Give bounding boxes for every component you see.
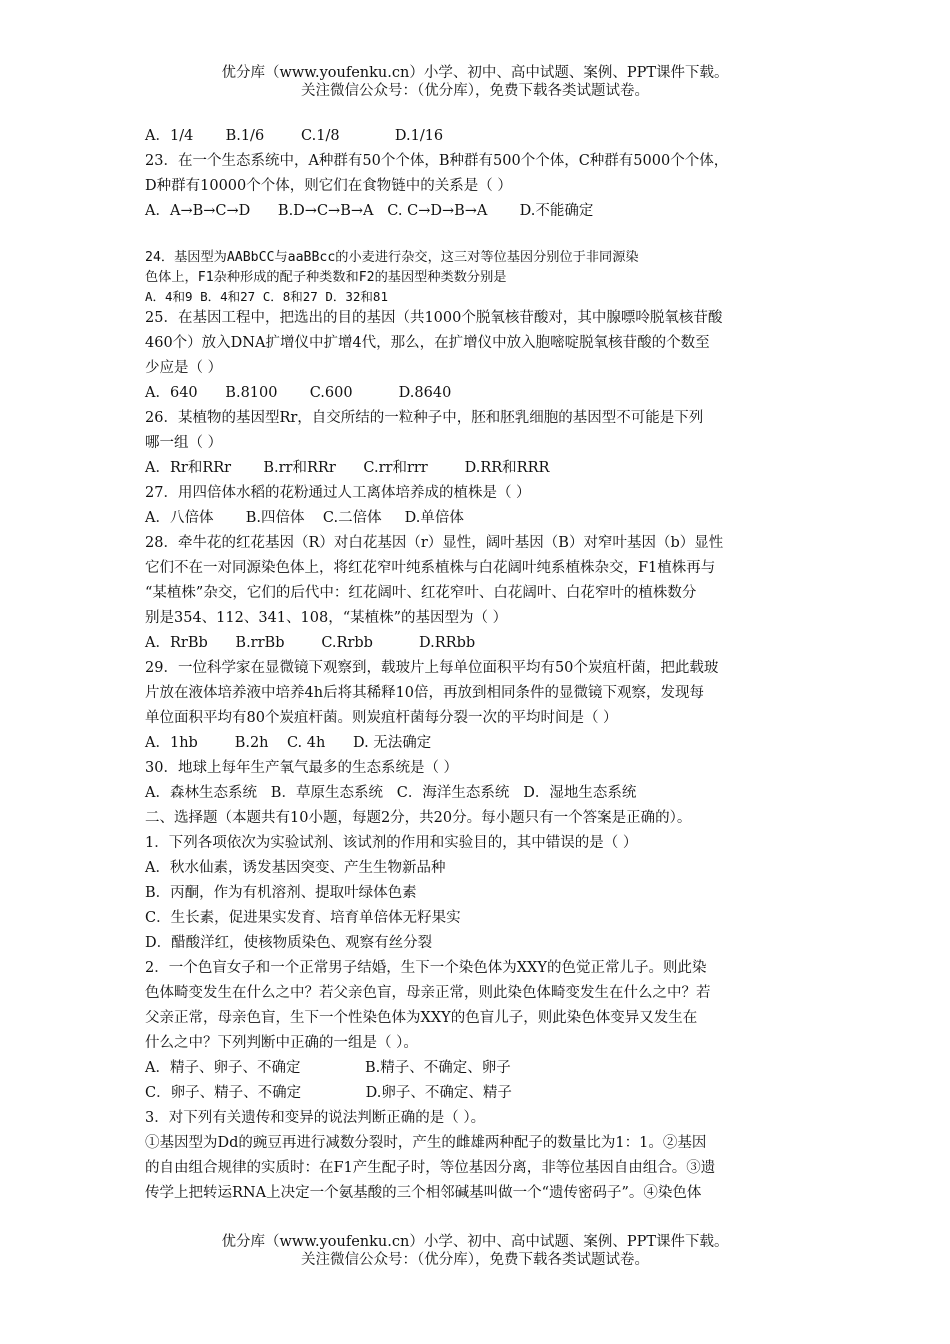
q30-line-1: 30．地球上每年生产氧气最多的生态系统是（ ）: [145, 760, 459, 776]
s2q2-options-cd: C．卵子、精子、不确定 D.卵子、不确定、精子: [145, 1085, 512, 1101]
q25-line-2: 460个）放入DNA扩增仪中扩增4代，那么，在扩增仪中放入胞嘧啶脱氧核苷酸的个数至: [145, 335, 710, 351]
s2q1-option-a: A．秋水仙素，诱发基因突变、产生生物新品种: [145, 860, 446, 876]
q29-line-1: 29．一位科学家在显微镜下观察到，载玻片上每单位面积平均有50个炭疽杆菌，把此载玻: [145, 660, 719, 676]
q26-line-2: 哪一组（ ）: [145, 435, 223, 451]
q24-options: A．4和9 B．4和27 C．8和27 D．32和81: [145, 289, 388, 304]
s2q1-option-c: C．生长素，促进果实发育、培育单倍体无籽果实: [145, 910, 461, 926]
s2q2-options-ab: A．精子、卵子、不确定 B.精子、不确定、卵子: [145, 1060, 511, 1076]
s2q2-line-1: 2．一个色盲女子和一个正常男子结婚，生下一个染色体为XXY的色觉正常儿子。则此染: [145, 960, 707, 976]
q23-options: A．A→B→C→D B.D→C→B→A C. C→D→B→A D.不能确定: [145, 203, 594, 219]
q28-line-3: “某植株”杂交，它们的后代中：红花阔叶、红花窄叶、白花阔叶、白花窄叶的植株数分: [145, 585, 697, 601]
header-line-2: 关注微信公众号：（优分库），免费下载各类试题试卷。: [301, 83, 649, 99]
q25-options: A．640 B.8100 C.600 D.8640: [145, 385, 452, 401]
q28-line-1: 28．牵牛花的红花基因（R）对白花基因（r）显性，阔叶基因（B）对窄叶基因（b）显性: [145, 535, 724, 551]
footer-line-2: 关注微信公众号：（优分库），免费下载各类试题试卷。: [301, 1252, 649, 1268]
q28-line-2: 它们不在一对同源染色体上，将红花窄叶纯系植株与白花阔叶纯系植株杂交，F1植株再与: [145, 560, 716, 576]
page-footer: [0, 1233, 950, 1269]
q28-options: A．RrBb B.rrBb C.Rrbb D.RRbb: [145, 635, 476, 651]
s2q2-line-3: 父亲正常，母亲色盲，生下一个性染色体为XXY的色盲儿子，则此染色体变异又发生在: [145, 1010, 698, 1026]
q22-options: A．1/4 B.1/6 C.1/8 D.1/16: [145, 128, 444, 144]
q27-options: A．八倍体 B.四倍体 C.二倍体 D.单倍体: [145, 510, 464, 526]
q26-line-1: 26．某植物的基因型Rr，自交所结的一粒种子中，胚和胚乳细胞的基因型不可能是下列: [145, 410, 704, 426]
header-line-1: 优分库（www.youfenku.cn）小学、初中、高中试题、案例、PPT课件下载。: [221, 65, 729, 81]
q27-line-1: 27．用四倍体水稻的花粉通过人工离体培养成的植株是（ ）: [145, 485, 531, 501]
s2q2-line-2: 色体畸变发生在什么之中？若父亲色盲，母亲正常，则此染色体畸变发生在什么之中？若: [145, 985, 711, 1001]
q23-line-2: D种群有10000个个体，则它们在食物链中的关系是（ ）: [145, 178, 512, 194]
q29-line-2: 片放在液体培养液中培养4h后将其稀释10倍，再放到相同条件的显微镜下观察，发现每: [145, 685, 705, 701]
q23-line-1: 23．在一个生态系统中，A种群有50个个体，B种群有500个个体，C种群有5000个个体，: [145, 153, 729, 169]
q26-options: A．Rr和RRr B.rr和RRr C.rr和rrr D.RR和RRR: [145, 460, 550, 476]
s2q3-line-1: 3．对下列有关遗传和变异的说法判断正确的是（ ）。: [145, 1110, 486, 1126]
document-body: [145, 124, 815, 1206]
s2q2-line-4: 什么之中？下列判断中正确的一组是（ ）。: [145, 1035, 418, 1051]
q24-line-2: 色体上，F1杂种形成的配子种类数和F2的基因型种类数分别是: [145, 270, 507, 285]
spacer: [145, 224, 815, 248]
q28-line-4: 别是354、112、341、108，“某植株”的基因型为（ ）: [145, 610, 508, 626]
q25-line-3: 少应是（ ）: [145, 360, 223, 376]
footer-line-1: 优分库（www.youfenku.cn）小学、初中、高中试题、案例、PPT课件下载。: [221, 1234, 729, 1250]
s2q3-line-3: 的自由组合规律的实质时：在F1产生配子时，等位基因分离，非等位基因自由组合。③遗: [145, 1160, 716, 1176]
s2q3-line-4: 传学上把转运RNA上决定一个氨基酸的三个相邻碱基叫做一个“遗传密码子”。④染色体: [145, 1185, 702, 1201]
s2q1-line-1: 1．下列各项依次为实验试剂、该试剂的作用和实验目的，其中错误的是（ ）: [145, 835, 638, 851]
q29-options: A．1hb B.2h C. 4h D. 无法确定: [145, 735, 432, 751]
s2q1-option-d: D．醋酸洋红，使核物质染色、观察有丝分裂: [145, 935, 433, 951]
q25-line-1: 25．在基因工程中，把选出的目的基因（共1000个脱氧核苷酸对，其中腺嘌呤脱氧核苷酸: [145, 310, 723, 326]
q30-options: A．森林生态系统 B．草原生态系统 C．海洋生态系统 D．湿地生态系统: [145, 785, 637, 801]
s2q3-line-2: ①基因型为Dd的豌豆再进行减数分裂时，产生的雌雄两种配子的数量比为1：1。②基因: [145, 1135, 707, 1151]
q24-line-1: 24．基因型为AABbCC与aaBBcc的小麦进行杂交，这三对等位基因分别位于非同源染: [145, 250, 639, 265]
q29-line-3: 单位面积平均有80个炭疽杆菌。则炭疽杆菌每分裂一次的平均时间是（ ）: [145, 710, 618, 726]
section-2-title: 二、选择题（本题共有10小题，每题2分，共20分。每小题只有一个答案是正确的）。: [145, 810, 692, 826]
page-header: [0, 64, 950, 100]
s2q1-option-b: B．丙酮，作为有机溶剂、提取叶绿体色素: [145, 885, 417, 901]
